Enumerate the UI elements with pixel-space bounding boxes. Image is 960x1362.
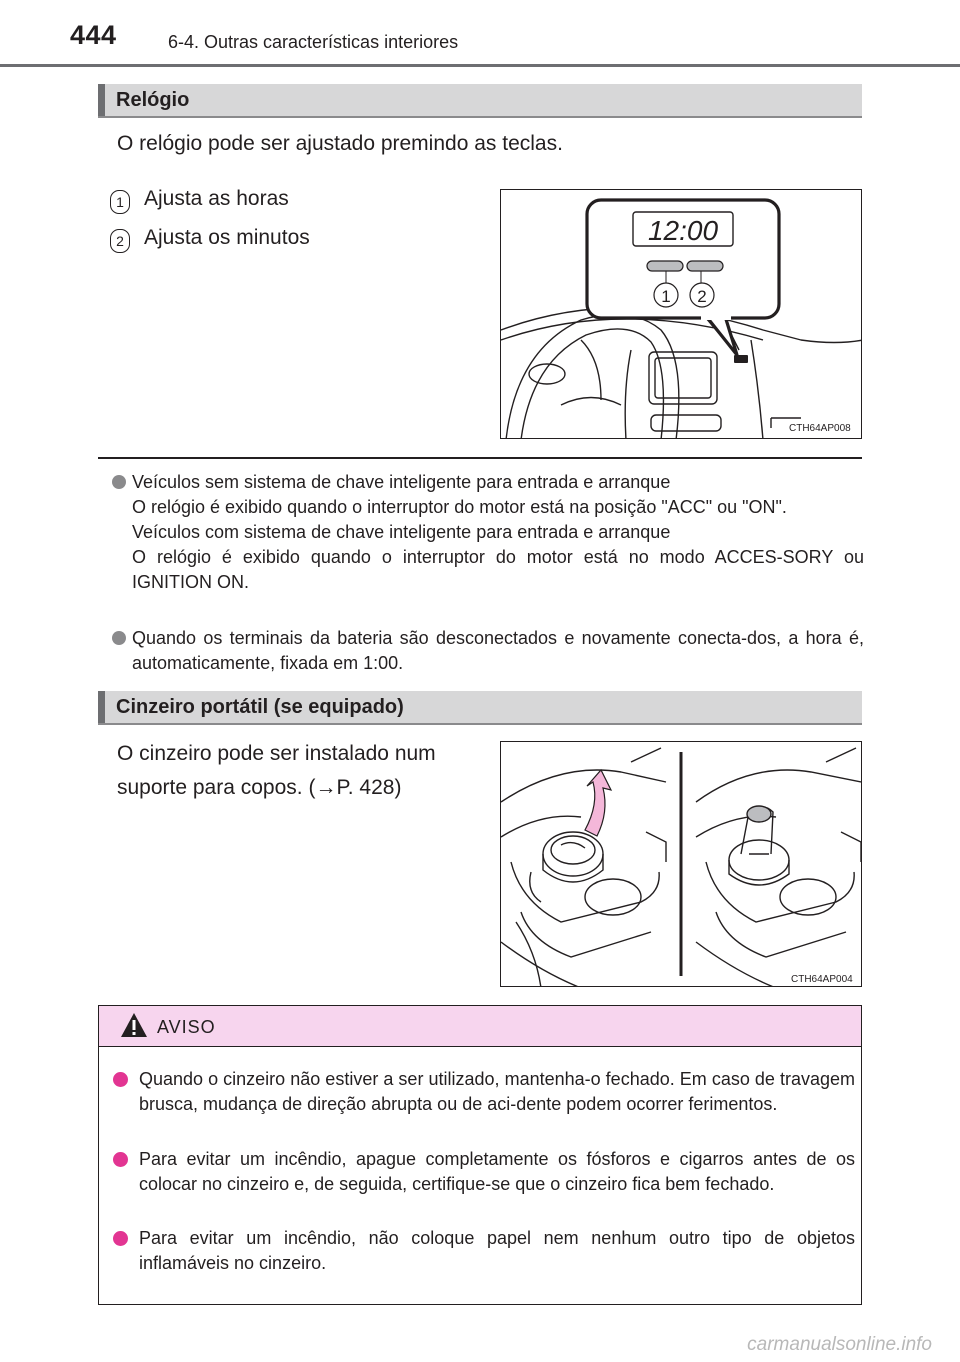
hour-button-shape <box>647 261 683 271</box>
section-title: Relógio <box>116 89 190 111</box>
note-line: O relógio é exibido quando o interruptor do motor está na posição "ACC" ou "ON". <box>132 497 787 517</box>
warning-item-text: Para evitar um incêndio, não coloque papel nem nenhum outro tipo de objetos inflamáveis no cinzeiro. <box>139 1228 855 1273</box>
section-title: Cinzeiro portátil (se equipado) <box>116 696 404 718</box>
warning-bullet-icon <box>113 1152 128 1167</box>
item-label-hours: Ajusta as horas <box>144 187 289 210</box>
warning-box <box>98 1005 862 1305</box>
watermark: carmanualsonline.info <box>747 1334 932 1355</box>
note-item <box>112 470 864 595</box>
warning-item <box>113 1067 855 1117</box>
chapter-title: 6-4. Outras características interiores <box>168 32 459 52</box>
ashtray-figure <box>500 741 862 987</box>
ashtray-text-line: suporte para copos. (→P. 428) <box>117 776 402 799</box>
clock-display-time: 12:00 <box>647 215 719 246</box>
ashtray-text <box>117 737 436 805</box>
note-line: Quando os terminais da bateria são desconectados e novamente conecta-dos, a hora é, automaticamente, fixada em 1:00. <box>132 628 864 673</box>
note-bullet-icon <box>112 475 126 489</box>
note-line: Veículos com sistema de chave inteligente para entrada e arranque <box>132 522 671 542</box>
item-badge-1: 1 <box>110 190 130 214</box>
warning-item <box>113 1147 855 1197</box>
figure-code: CTH64AP008 <box>789 423 851 434</box>
warning-title: AVISO <box>157 1017 216 1037</box>
open-arrow-icon <box>585 770 611 836</box>
warning-item-text: Para evitar um incêndio, apague completamente os fósforos e cigarros antes de os colocar no cinzeiro e, de seguida, certifique-se que o cinzeiro fica bem fechado. <box>139 1149 855 1194</box>
figure-code: CTH64AP004 <box>791 974 853 985</box>
item-badge-2: 2 <box>110 229 130 253</box>
section-accent <box>98 691 105 723</box>
page-number: 444 <box>70 20 117 50</box>
header-rule <box>0 64 960 67</box>
clock-intro: O relógio pode ser ajustado premindo as teclas. <box>117 132 563 155</box>
callout-number-1: 1 <box>661 287 671 306</box>
warning-bullet-icon <box>113 1072 128 1087</box>
notes-rule <box>98 457 862 459</box>
warning-item <box>113 1226 855 1276</box>
section-header-clock <box>98 84 862 118</box>
note-line: Veículos sem sistema de chave inteligente para entrada e arranque <box>132 472 671 492</box>
warning-bullet-icon <box>113 1231 128 1246</box>
note-item <box>112 626 864 676</box>
warning-header <box>99 1006 861 1047</box>
section-header-ashtray <box>98 691 862 725</box>
warning-triangle-icon <box>119 1011 149 1039</box>
ashtray-text-line: O cinzeiro pode ser instalado num <box>117 742 436 765</box>
dashboard-illustration <box>501 190 862 439</box>
ashtray-illustration <box>501 742 862 987</box>
warning-item-text: Quando o cinzeiro não estiver a ser utilizado, mantenha-o fechado. Em caso de travagem brusca, mudança de direção abrupta ou de aci-dente podem ocorrer ferimentos. <box>139 1069 855 1114</box>
clock-figure <box>500 189 862 439</box>
section-accent <box>98 84 105 116</box>
minute-button-shape <box>687 261 723 271</box>
item-label-minutes: Ajusta os minutos <box>144 226 310 249</box>
note-line: O relógio é exibido quando o interruptor do motor está no modo ACCES-SORY ou IGNITION ON. <box>132 547 864 592</box>
note-bullet-icon <box>112 631 126 645</box>
callout-number-2: 2 <box>697 287 707 306</box>
